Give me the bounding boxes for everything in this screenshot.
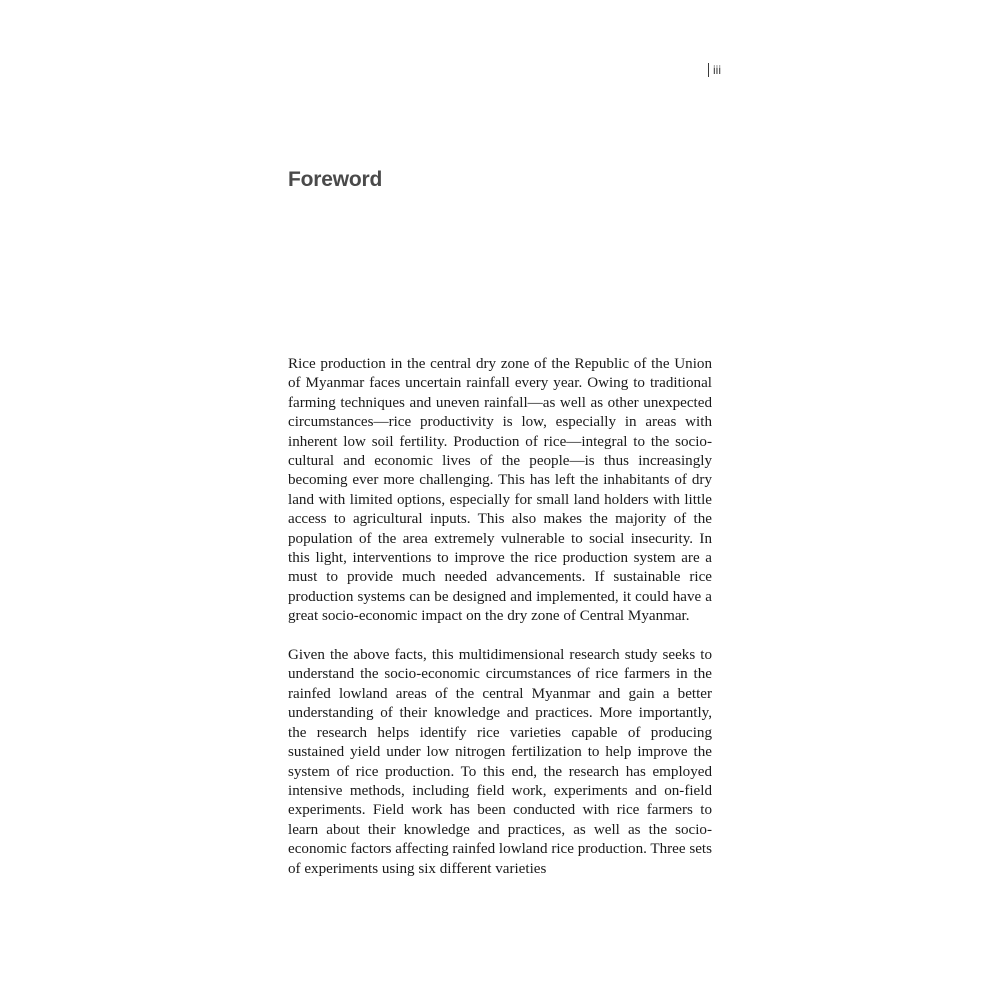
body-text (288, 355, 712, 898)
page-number (708, 63, 721, 77)
page-title: Foreword (288, 168, 383, 191)
paragraph-2: Given the above facts, this multidimensional research study seeks to understand the socio-economic circumstances of rice farmers in the rainfed lowland areas of the central Myanmar and gain a better understanding of their knowledge and practices. More importantly, the research helps identify rice varieties capable of producing sustained yield under low nitrogen fertilization to help improve the system of rice production. To this end, the research has employed intensive methods, including field work, experiments and on-field experiments. Field work has been conducted with rice farmers to learn about their knowledge and practices, as well as the socio-economic factors affecting rainfed lowland rice production. Three sets of experiments using six different varieties (288, 647, 712, 877)
page-number-divider (708, 63, 709, 77)
page-number-label: iii (713, 63, 721, 77)
paragraph-1: Rice production in the central dry zone of the Republic of the Union of Myanmar faces uncertain rainfall every year. Owing to traditional farming techniques and uneven rainfall—as well as other unexpected circumstances—rice productivity is low, especially in areas with inherent low soil fertility. Production of rice—integral to the socio-cultural and economic lives of the people—is thus increasingly becoming ever more challenging. This has left the inhabitants of dry land with limited options, especially for small land holders with little access to agricultural inputs. This also makes the majority of the population of the area extremely vulnerable to social insecurity. In this light, interventions to improve the rice production system are a must to provide much needed advancements. If sustainable rice production systems can be designed and implemented, it could have a great socio-economic impact on the dry zone of Central Myanmar. (288, 356, 712, 625)
